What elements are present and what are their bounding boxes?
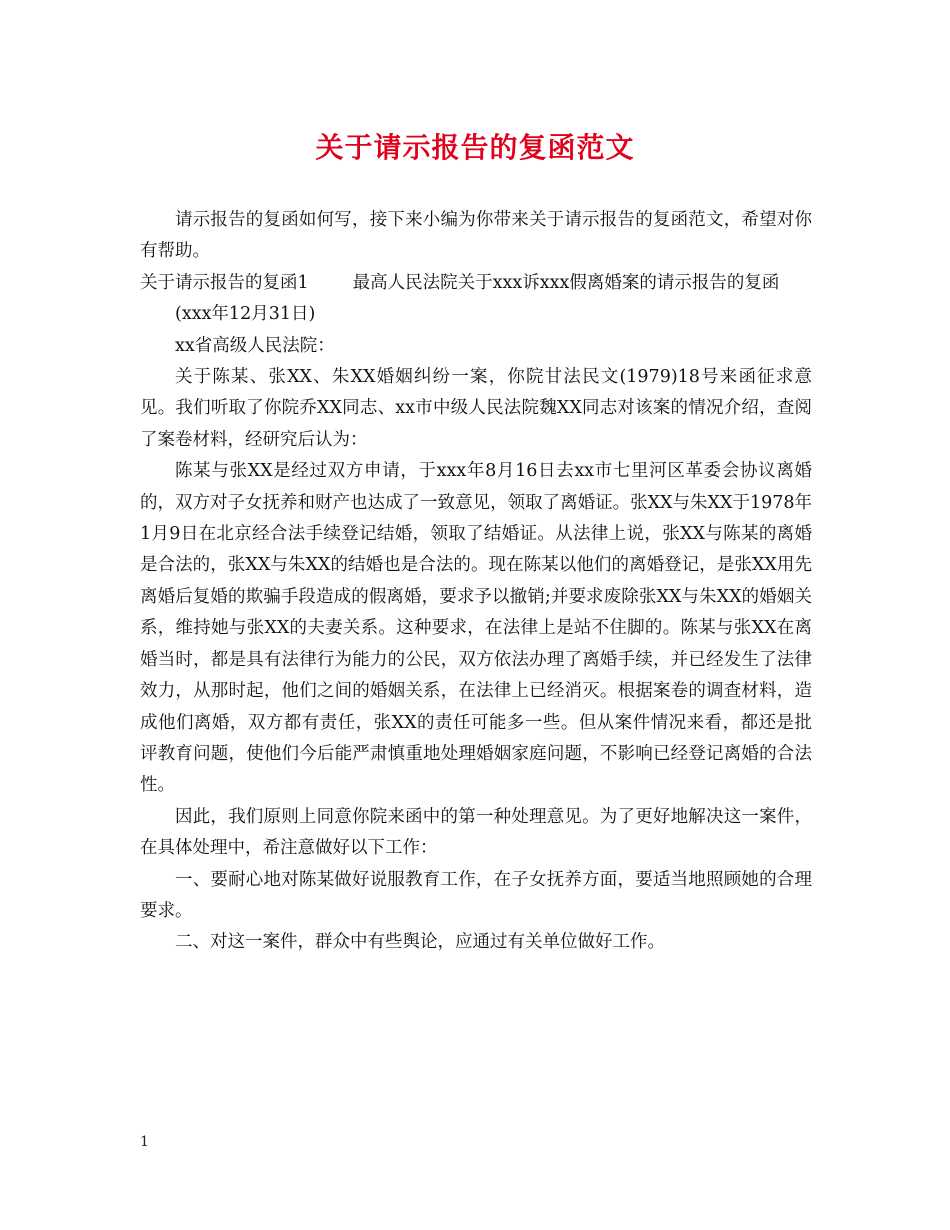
body-paragraph-1: 关于陈某、张XX、朱XX婚姻纠纷一案，你院甘法民文(1979)18号来函征求意见。我们听取了你院乔XX同志、xx市中级人民法院魏XX同志对该案的情况介绍，查阅了案卷材料，经研究后认为： [140, 367, 812, 450]
body-paragraph-3: 因此，我们原则上同意你院来函中的第一种处理意见。为了更好地解决这一案件，在具体处理中，希注意做好以下工作： [140, 806, 812, 859]
body-paragraph-5: 二、对这一案件，群众中有些舆论，应通过有关单位做好工作。 [175, 932, 665, 953]
section-heading: 最高人民法院关于xxx诉xxx假离婚案的请示报告的复函 [352, 272, 780, 293]
section-heading-line [140, 268, 812, 299]
document-title: 关于请示报告的复函范文 [315, 131, 635, 164]
document-body [140, 205, 812, 959]
page-number: 1 [140, 1134, 149, 1150]
section-label: 关于请示报告的复函1 [140, 272, 309, 293]
addressee-line: xx省高级人民法院： [175, 335, 335, 356]
date-line: (xxx年12月31日) [175, 304, 316, 325]
intro-paragraph: 请示报告的复函如何写，接下来小编为你带来关于请示报告的复函范文，希望对你有帮助。 [140, 210, 812, 262]
body-paragraph-2: 陈某与张XX是经过双方申请，于xxx年8月16日去xx市七里河区革委会协议离婚的，双方对子女抚养和财产也达成了一致意见，领取了离婚证。张XX与朱XX于1978年1月9日在北京经合法手续登记结婚，领取了结婚证。从法律上说，张XX与陈某的离婚是合法的，张XX与朱XX的结婚也是合法的。现在陈某以他们的离婚登记，是张XX用先离婚后复婚的欺骗手段造成的假离婚，要求予以撤销;并要求废除张XX与朱XX的婚姻关系，维持她与张XX的夫妻关系。这种要求，在法律上是站不住脚的。陈某与张XX在离婚当时，都是具有法律行为能力的公民，双方依法办理了离婚手续，并已经发生了法律效力，从那时起，他们之间的婚姻关系，在法律上已经消灭。根据案卷的调查材料，造成他们离婚，双方都有责任，张XX的责任可能多一些。但从案件情况来看，都还是批评教育问题，使他们今后能严肃慎重地处理婚姻家庭问题，不影响已经登记离婚的合法性。 [140, 461, 812, 796]
body-paragraph-4: 一、要耐心地对陈某做好说服教育工作，在子女抚养方面，要适当地照顾她的合理要求。 [140, 869, 812, 921]
